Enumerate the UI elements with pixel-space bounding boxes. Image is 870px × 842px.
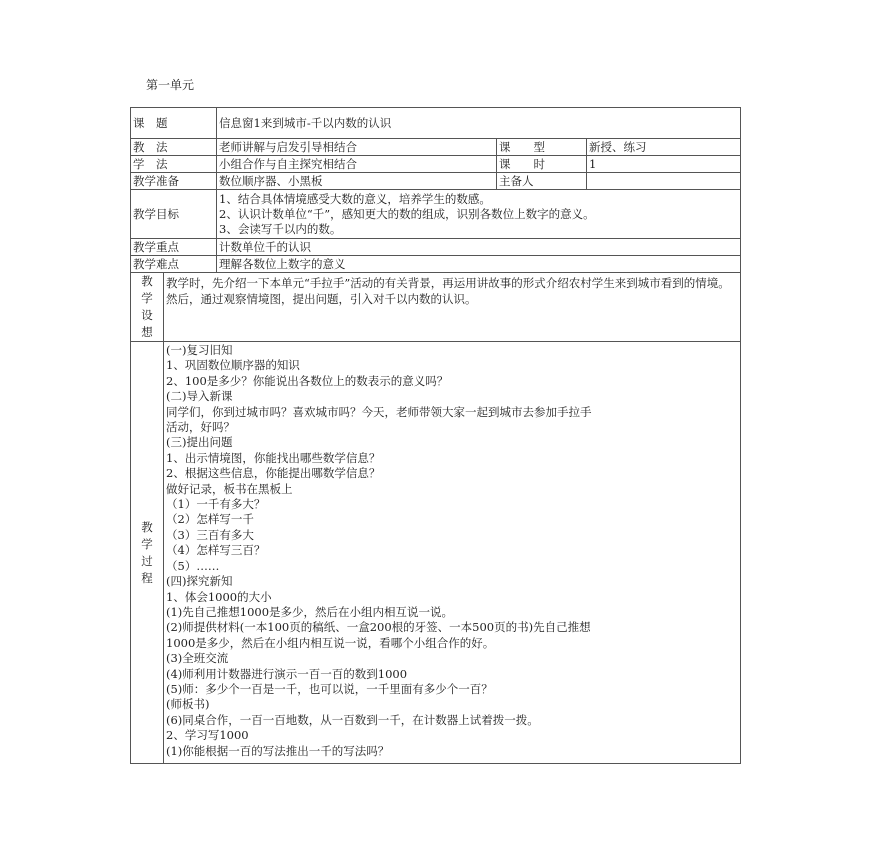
type-label: 课 型: [497, 139, 587, 156]
process-line: (2)师提供材料(一本100页的稿纸、一盒200根的牙签、一本500页的书)先自己推想: [166, 620, 591, 635]
process-line: (1)你能根据一百的写法推出一千的写法吗？: [166, 743, 390, 758]
process-line: 2、根据这些信息，你能提出哪数学信息？: [166, 466, 381, 481]
goal-item: 1、结合具体情境感受大数的意义，培养学生的数感。: [219, 191, 491, 206]
process-line: 2、100是多少？你能说出各数位上的数表示的意义吗？: [166, 373, 449, 388]
row-design: [131, 273, 741, 342]
process-line: (师板书): [166, 697, 210, 712]
row-process: [131, 342, 741, 764]
goals-label: 教学目标: [131, 190, 217, 239]
process-line: 1、巩固数位顺序器的知识: [166, 358, 300, 373]
process-line: （1）一千有多大？: [166, 497, 266, 512]
process-line: 同学们，你到过城市吗？喜欢城市吗？今天，老师带领大家一起到城市去参加手拉手: [166, 404, 592, 419]
goals-list: [217, 190, 741, 239]
row-topic: [131, 108, 741, 139]
unit-title: 第一单元: [146, 78, 195, 92]
process-line: (三)提出问题: [166, 435, 233, 450]
process-content: [164, 342, 741, 764]
process-line: (6)同桌合作，一百一百地数，从一百数到一千，在计数器上试着拨一拨。: [166, 712, 539, 727]
process-line: 做好记录，板书在黑板上: [166, 481, 293, 496]
process-line: （3）三百有多大: [166, 527, 254, 542]
process-line: (二)导入新课: [166, 389, 233, 404]
process-line: (3)全班交流: [166, 651, 229, 666]
lesson-plan-table: [130, 107, 741, 764]
row-key: [131, 239, 741, 256]
study-label: 学 法: [131, 156, 217, 173]
design-label: 教 学 设 想: [131, 273, 164, 342]
process-line: 1、出示情境图，你能找出哪些数学信息？: [166, 450, 381, 465]
row-goals: [131, 190, 741, 239]
type-value: 新授、练习: [587, 139, 741, 156]
row-method: [131, 139, 741, 156]
study-value: 小组合作与自主探究相结合: [217, 156, 497, 173]
hours-value: 1: [587, 156, 741, 173]
process-line: （4）怎样写三百？: [166, 543, 266, 558]
process-line: (1)先自己推想1000是多少，然后在小组内相互说一说。: [166, 604, 454, 619]
process-line: 2、学习写1000: [166, 728, 249, 743]
preparer-value: [587, 173, 741, 190]
process-line: (一)复习旧知: [166, 343, 233, 357]
topic-value: 信息窗1来到城市-千以内数的认识: [217, 108, 741, 139]
process-line: (四)探究新知: [166, 574, 233, 589]
goal-item: 2、认识计数单位“千”，感知更大的数的组成，识别各数位上数字的意义。: [219, 206, 595, 221]
difficulty-label: 教学难点: [131, 256, 217, 273]
process-line: 1000是多少，然后在小组内相互说一说，看哪个小组合作的好。: [166, 635, 495, 650]
process-line: (5)师：多少个一百是一千，也可以说，一千里面有多少个一百？: [166, 681, 493, 696]
key-label: 教学重点: [131, 239, 217, 256]
row-study: [131, 156, 741, 173]
design-text: 教学时，先介绍一下本单元“手拉手”活动的有关背景，再运用讲故事的形式介绍农村学生来到城市看到的情境。然后，通过观察情境图，提出问题，引入对千以内数的认识。: [164, 273, 741, 342]
process-line: (4)师利用计数器进行演示一百一百的数到1000: [166, 666, 408, 681]
row-prep: [131, 173, 741, 190]
difficulty-value: 理解各数位上数字的意义: [217, 256, 741, 273]
process-line: （2）怎样写一千: [166, 512, 254, 527]
process-line: （5）……: [166, 558, 220, 573]
row-difficulty: [131, 256, 741, 273]
prep-label: 教学准备: [131, 173, 217, 190]
method-value: 老师讲解与启发引导相结合: [217, 139, 497, 156]
key-value: 计数单位千的认识: [217, 239, 741, 256]
process-line: 活动，好吗？: [166, 420, 235, 435]
prep-value: 数位顺序器、小黑板: [217, 173, 497, 190]
topic-label: 课 题: [131, 108, 217, 139]
hours-label: 课 时: [497, 156, 587, 173]
process-label: 教 学 过 程: [131, 342, 164, 764]
preparer-label: 主备人: [497, 173, 587, 190]
process-line: 1、体会1000的大小: [166, 589, 272, 604]
goal-item: 3、会读写千以内的数。: [219, 221, 342, 236]
method-label: 教 法: [131, 139, 217, 156]
